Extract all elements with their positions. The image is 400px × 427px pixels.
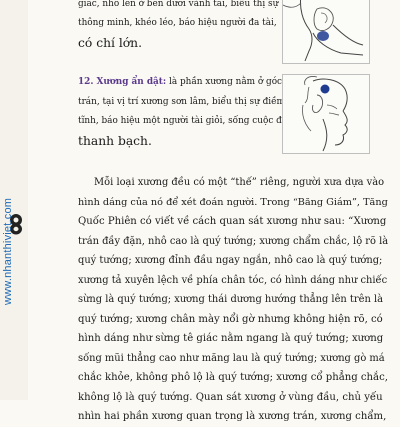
body-line: không lộ là quý tướng. Quan sát xương ở vùng đầu, chủ yếu [78,391,383,403]
body-line: Mỗi loại xương đều có một “thế” riêng, người xưa dựa vào [94,177,385,188]
section12-first-line-text: là phần xương nằm ở góc [166,77,283,87]
body-line: quý tướng; xương đỉnh đầu ngay ngắn, nhô cao là quý tướng; [78,255,383,266]
body-paragraph [78,173,388,427]
section12-line-2: trán, tại vị trí xương sơn lâm, biểu thị sự điềm [78,97,285,107]
head-illustration-12 [282,74,370,154]
section11-line-3: có chí lớn. [78,36,143,50]
website-url-vertical[interactable]: www.nhanthiviet.com [2,197,14,305]
body-line: trán đầy đặn, nhô cao là quý tướng; xương chẩm chắc, lộ rõ là [78,235,389,247]
head-illustration-11 [282,0,370,64]
body-line: nhìn hai phần xương quan trọng là xương trán, xương chẩm, [78,411,387,422]
section12-line-1 [78,73,282,93]
body-line: chắc khỏe, không phô lộ là quý tướng; xương cổ phẳng chắc, [78,372,388,383]
section12-heading: 12. Xương ẩn dật: [78,77,167,87]
body-line: hình dáng như sừng tê giác nằm ngang là quý tướng; xương [78,333,384,344]
body-line: quý tướng; xương chân mày nổi gờ nhưng không hiện rõ, có [78,313,383,325]
body-line: hình dáng của nó để xét đoán người. Trong “Băng Giám”, Tăng [78,196,388,208]
body-line: sống mũi thẳng cao như măng lau là quý tướng; xương gò má [78,352,385,364]
section11-line-1: giác, nhô lên ở bên dưới vành tai, biểu thị sự [78,0,279,9]
section11-line-2: thông minh, khéo léo, báo hiệu người đa tài, [78,18,277,28]
section12-line-4: thanh bạch. [78,134,152,148]
body-line: Quốc Phiên có viết về cách quan sát xương như sau: “Xương [78,216,387,227]
body-line: xương tả xuyên lệch về phía chân tóc, có hình dáng như chiếc [78,274,388,286]
body-line: sừng là quý tướng; xương thái dương hướng thẳng lên trên là [78,294,384,305]
section12-line-3: tĩnh, báo hiệu một người tài giỏi, sống cuộc đời [78,116,290,126]
